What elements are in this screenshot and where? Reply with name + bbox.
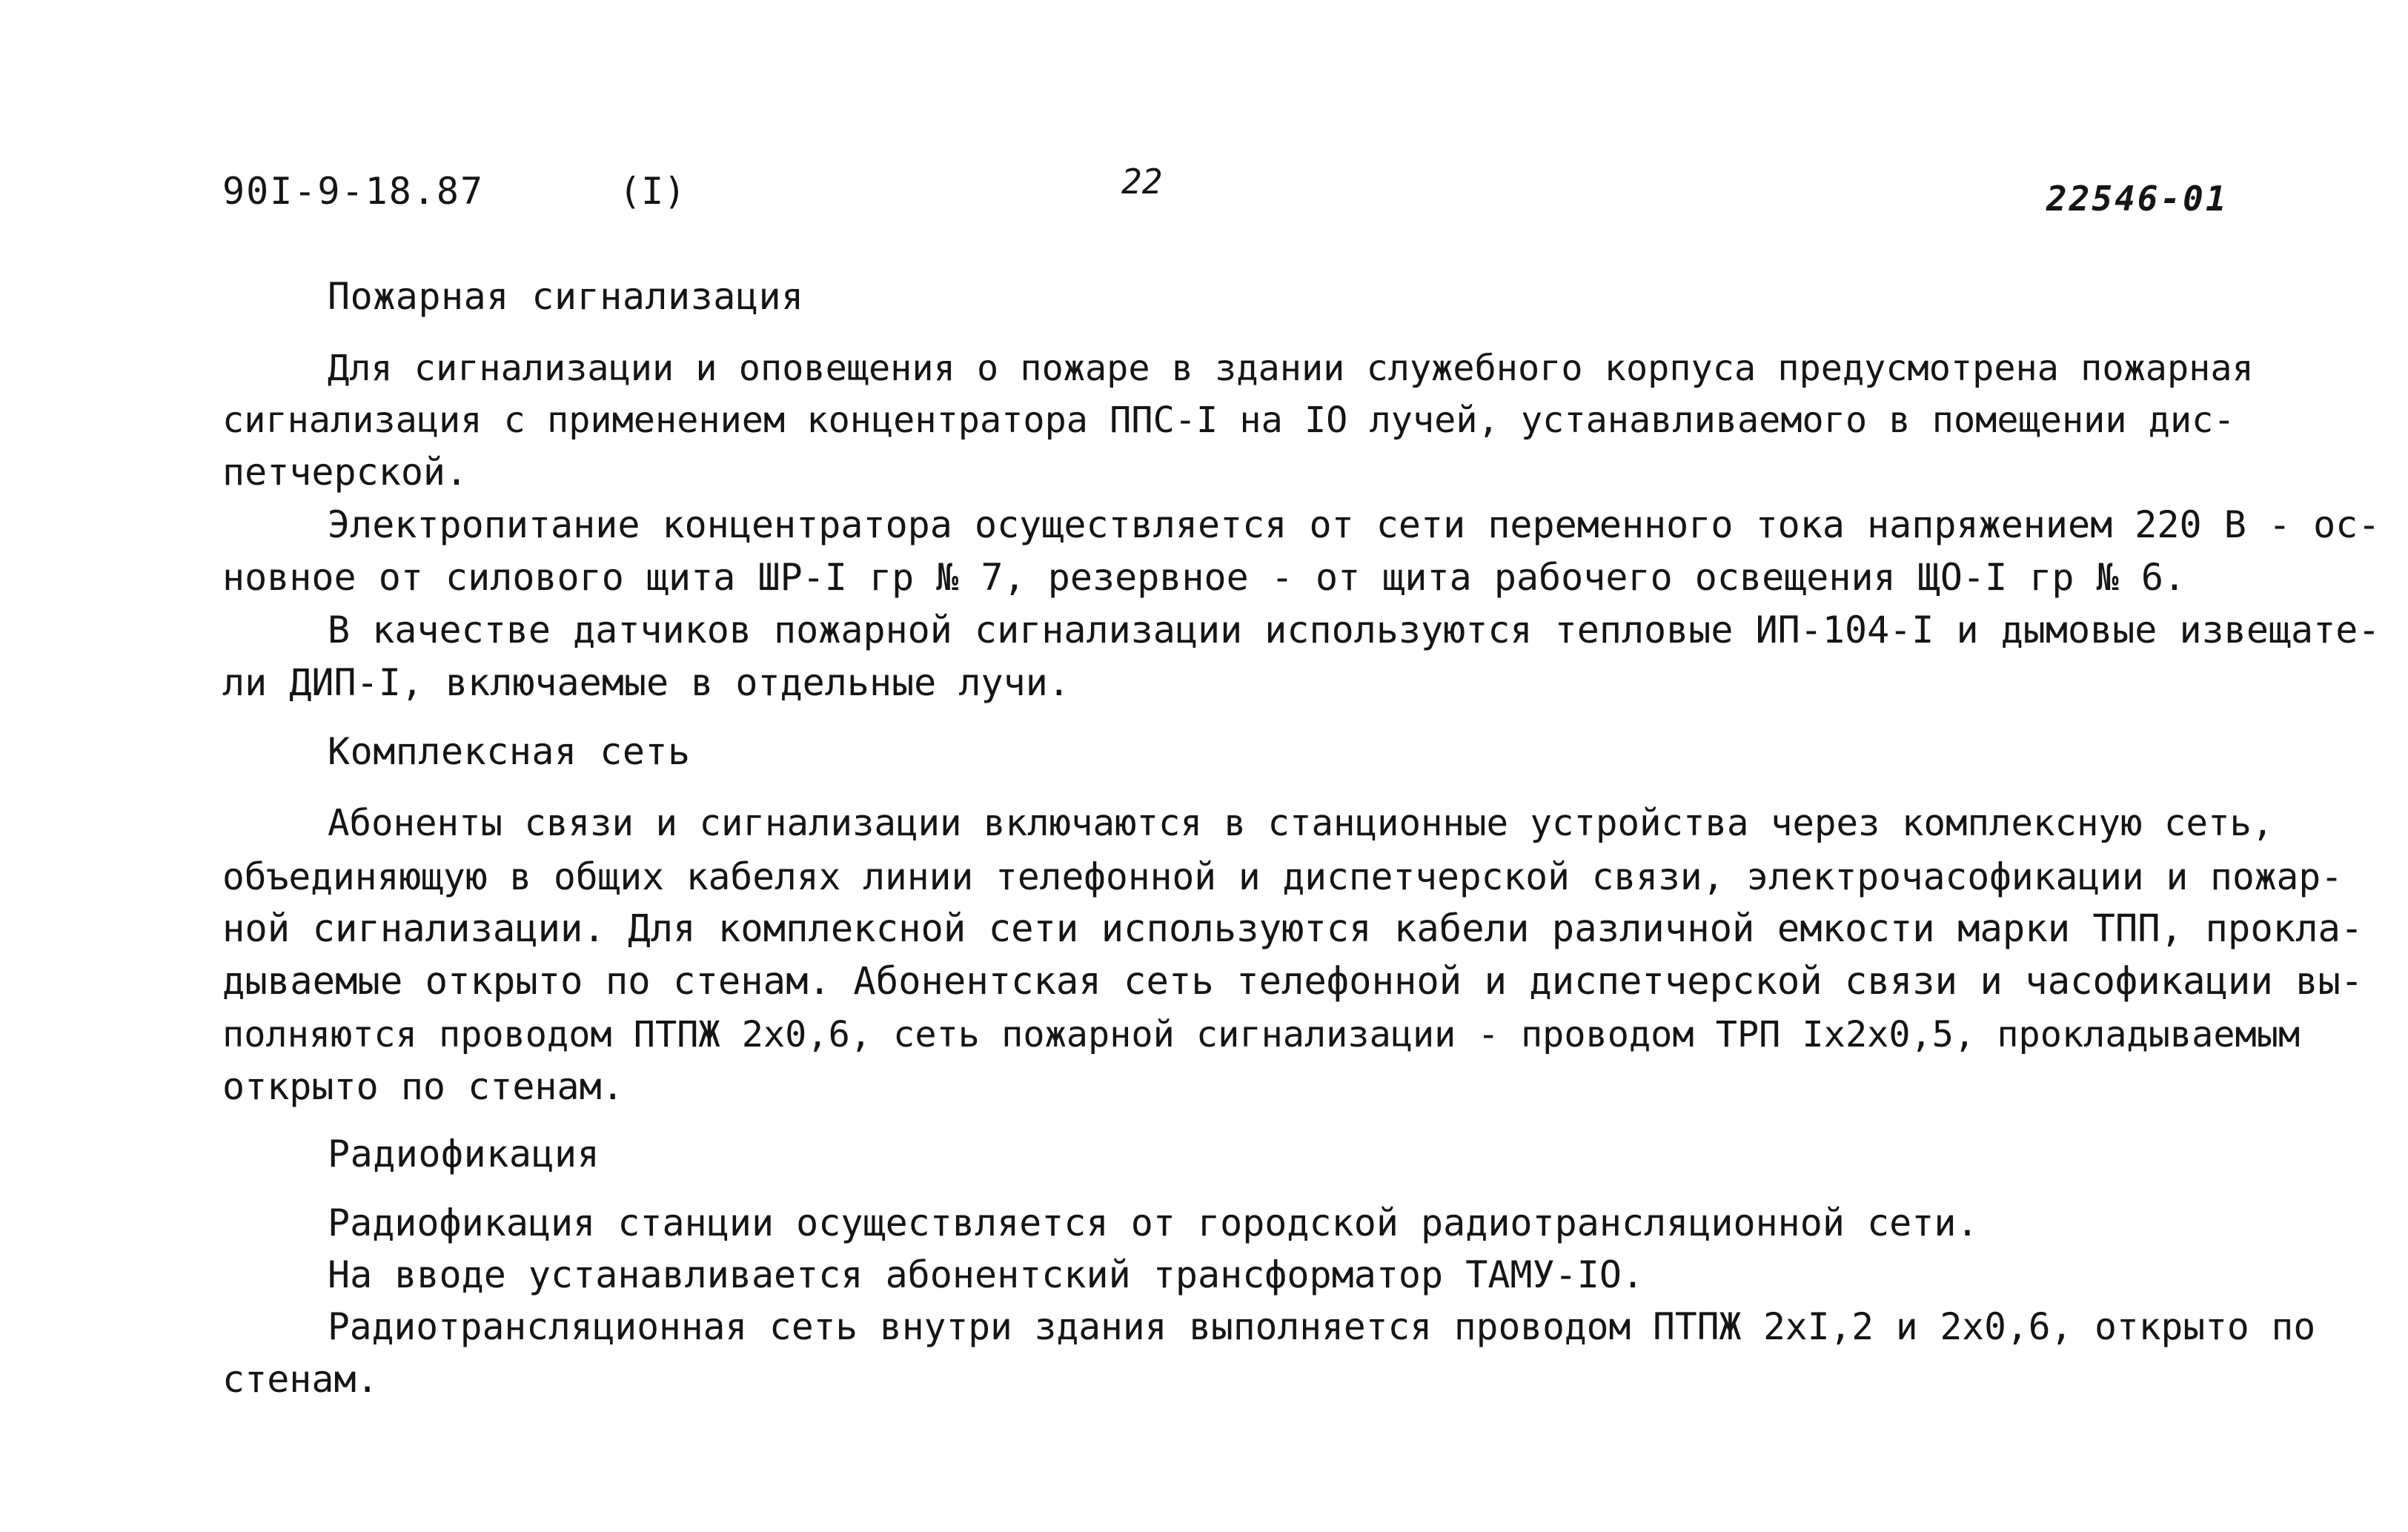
paragraph-line: Абоненты связи и сигнализации включаются в станционные устройства через комплексную сеть, (328, 802, 2274, 844)
paragraph-line: Радиофикация станции осуществляется от городской радиотрансляционной сети. (328, 1201, 1979, 1244)
section-heading-fire-alarm: Пожарная сигнализация (328, 275, 804, 318)
paragraph-line: полняются проводом ПТПЖ 2х0,6, сеть пожарной сигнализации - проводом ТРП Iх2х0,5, прокладываемым (222, 1014, 2301, 1055)
paragraph-line: Радиотрансляционная сеть внутри здания выполняется проводом ПТПЖ 2хI,2 и 2х0,6, открыто по (328, 1305, 2316, 1348)
paragraph-line: дываемые открыто по стенам. Абонентская сеть телефонной и диспетчерской связи и часофикации вы- (222, 959, 2364, 1003)
paragraph-line: ли ДИП-I, включаемые в отдельные лучи. (222, 661, 1070, 704)
paragraph-line: Электропитание концентратора осуществляется от сети переменного тока напряжением 220 В - ос- (328, 503, 2381, 546)
paragraph-line: объединяющую в общих кабелях линии телефонной и диспетчерской связи, электрочасофикации и пожар- (222, 855, 2343, 898)
section-heading-radio: Радиофикация (328, 1133, 600, 1175)
paragraph-line: Для сигнализации и оповещения о пожаре в здании служебного корпуса предусмотрена пожарная (328, 348, 2254, 389)
section-heading-complex-network: Комплексная сеть (328, 730, 691, 773)
paragraph-line: открыто по стенам. (222, 1065, 624, 1108)
document-code: 90I-9-18.87 (222, 170, 485, 213)
paragraph-line: На вводе устанавливается абонентский трансформатор ТАМУ-IO. (328, 1253, 1645, 1296)
paragraph-line: сигнализация с применением концентратора ППС-I на IO лучей, устанавливаемого в помещении дис- (222, 399, 2235, 441)
paragraph-line: В качестве датчиков пожарной сигнализации используются тепловые ИП-104-I и дымовые извещате- (328, 609, 2381, 651)
inventory-number: 22546-01 (2046, 179, 2229, 219)
page-number: 22 (1121, 162, 1163, 202)
paragraph-line: ной сигнализации. Для комплексной сети используются кабели различной емкости марки ТПП, прокла- (222, 906, 2364, 950)
paragraph-line: петчерской. (222, 451, 468, 494)
paragraph-line: новное от силового щита ШР-I гр № 7, резервное - от щита рабочего освещения ЩО-I гр № 6. (222, 556, 2186, 599)
sheet-number: (I) (619, 170, 686, 213)
paragraph-line: стенам. (222, 1358, 379, 1401)
